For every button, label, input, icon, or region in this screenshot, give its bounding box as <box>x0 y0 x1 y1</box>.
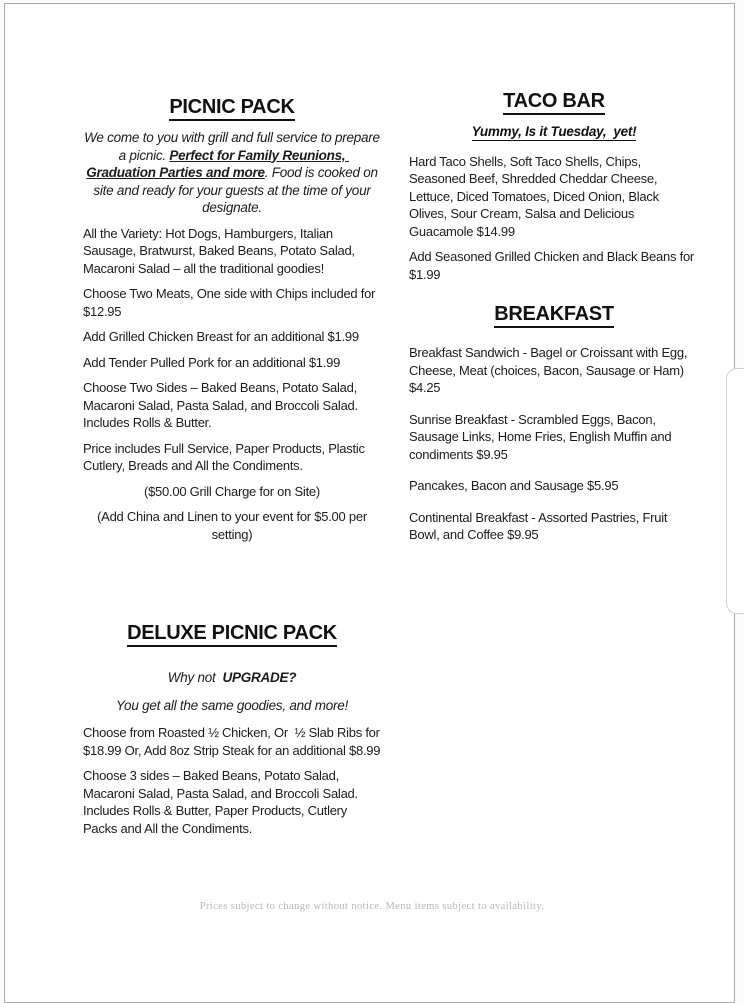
intro-plain-1: We come to you with grill and full service to prepare a picnic. <box>84 130 384 163</box>
section-taco-bar <box>409 90 699 558</box>
intro-plain-2: . Food is cooked on site and ready for your guests at the time of your designate. <box>93 165 382 215</box>
menu-item: Choose Two Sides – Baked Beans, Potato Salad, Macaroni Salad, Pasta Salad, and Broccoli Salad. Includes Rolls & Butter. <box>83 380 362 430</box>
menu-item: Add Seasoned Grilled Chicken and Black Beans for $1.99 <box>409 249 698 282</box>
taco-bar-title: TACO BAR <box>409 90 699 113</box>
picnic-pack-title: PICNIC PACK <box>83 96 381 119</box>
menu-item: Price includes Full Service, Paper Products, Plastic Cutlery, Breads and All the Condiments. <box>83 440 369 473</box>
upgrade-emphasis: UPGRADE? <box>222 670 297 685</box>
deluxe-subtitle-2: You get all the same goodies, and more! <box>116 697 348 713</box>
menu-item: Continental Breakfast - Assorted Pastries, Fruit Bowl, and Coffee $9.95 <box>409 509 671 542</box>
section-deluxe-picnic-pack <box>83 622 384 845</box>
menu-page <box>4 3 735 1003</box>
menu-item: Pancakes, Bacon and Sausage $5.95 <box>409 478 619 493</box>
menu-item: Add Grilled Chicken Breast for an additional $1.99 <box>83 329 359 344</box>
deluxe-subtitle-1: Why not UPGRADE? <box>167 670 297 685</box>
fine-print: Prices subject to change without notice. Menu items subject to availability. <box>199 901 545 912</box>
taco-bar-tagline: Yummy, Is it Tuesday, yet! <box>471 124 637 139</box>
menu-item: Breakfast Sandwich - Bagel or Croissant with Egg, Cheese, Meat (choices, Bacon, Sausage or Ham) $4.25 <box>409 345 691 395</box>
menu-item: Choose from Roasted ½ Chicken, Or ½ Slab Ribs for $18.99 Or, Add 8oz Strip Steak for an additional $8.99 <box>83 725 384 758</box>
menu-item: All the Variety: Hot Dogs, Hamburgers, Italian Sausage, Bratwurst, Baked Beans, Potato Salad, Macaroni Salad – all the traditional goodies! <box>83 225 359 276</box>
menu-item: Choose 3 sides – Baked Beans, Potato Salad, Macaroni Salad, Pasta Salad, and Broccoli Salad. Includes Rolls & Butter, Paper Products, Cutlery Packs and All the Condiments. <box>83 768 362 836</box>
deluxe-picnic-pack-title: DELUXE PICNIC PACK <box>83 622 381 645</box>
grill-charge-note: ($50.00 Grill Charge for on Site) <box>143 483 320 499</box>
picnic-pack-intro <box>83 129 384 217</box>
menu-item: Hard Taco Shells, Soft Taco Shells, Chips, Seasoned Beef, Shredded Cheddar Cheese, Lettuce, Diced Tomatoes, Diced Onion, Black Olives, Sour Cream, Salsa and Delicious Guacamole $14.99 <box>409 153 663 239</box>
section-picnic-pack <box>83 96 384 551</box>
menu-item: Sunrise Breakfast - Scrambled Eggs, Bacon, Sausage Links, Home Fries, English Muffin and condiments $9.95 <box>409 411 675 462</box>
intro-emphasis: Perfect for Family Reunions, Graduation Parties and more <box>86 147 349 180</box>
china-linen-note: (Add China and Linen to your event for $5.00 per setting) <box>97 509 371 542</box>
menu-item: Choose Two Meats, One side with Chips included for $12.95 <box>83 286 382 319</box>
scrollbar-thumb[interactable] <box>726 368 744 614</box>
breakfast-title: BREAKFAST <box>409 303 699 326</box>
menu-item: Add Tender Pulled Pork for an additional $1.99 <box>83 354 341 370</box>
